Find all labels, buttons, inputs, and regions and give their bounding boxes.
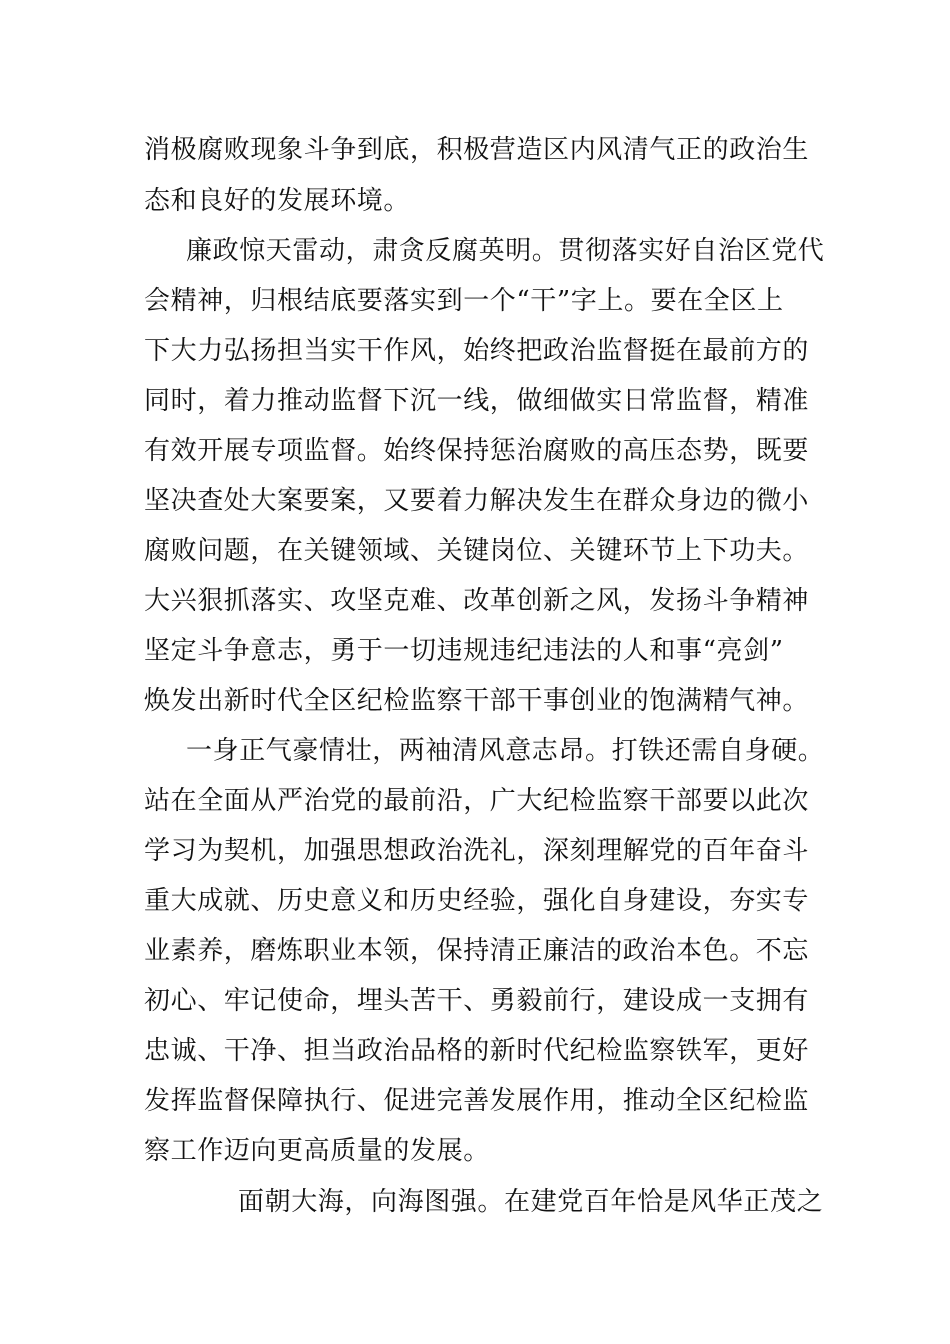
paragraph-2-line-3: 下大力弘扬担当实干作风，始终把政治监督挺在最前方的 xyxy=(144,336,810,366)
paragraph-2-line-1: 廉政惊天雷动，肃贪反腐英明。贯彻落实好自治区党代 xyxy=(186,236,825,266)
paragraph-3-line-2: 站在全面从严治党的最前沿，广大纪检监察干部要以此次 xyxy=(144,786,810,816)
paragraph-3-line-1: 一身正气豪情壮，两袖清风意志昂。打铁还需自身硬。 xyxy=(186,736,825,766)
paragraph-2-line-6: 坚决查处大案要案，又要着力解决发生在群众身边的微小 xyxy=(144,486,810,516)
paragraph-3-line-3: 学习为契机，加强思想政治洗礼，深刻理解党的百年奋斗 xyxy=(144,836,810,866)
paragraph-2-line-10: 焕发出新时代全区纪检监察干部干事创业的饱满精气神。 xyxy=(144,686,810,716)
paragraph-3-line-7: 忠诚、干净、担当政治品格的新时代纪检监察铁军，更好 xyxy=(144,1036,810,1066)
paragraph-1-line-2: 态和良好的发展环境。 xyxy=(144,186,411,216)
paragraph-3-line-6: 初心、牢记使命，埋头苦干、勇毅前行，建设成一支拥有 xyxy=(144,986,810,1016)
paragraph-3-line-8: 发挥监督保障执行、促进完善发展作用，推动全区纪检监 xyxy=(144,1086,810,1116)
paragraph-2-line-2: 会精神，归根结底要落实到一个“干”字上。要在全区上 xyxy=(144,286,784,316)
paragraph-2-line-7: 腐败问题，在关键领域、关键岗位、关键环节上下功夫。 xyxy=(144,536,810,566)
paragraph-1-line-1: 消极腐败现象斗争到底，积极营造区内风清气正的政治生 xyxy=(144,135,810,165)
paragraph-2-line-9: 坚定斗争意志，勇于一切违规违纪违法的人和事“亮剑” xyxy=(144,636,784,666)
paragraph-3-line-5: 业素养，磨炼职业本领，保持清正廉洁的政治本色。不忘 xyxy=(144,936,810,966)
paragraph-4-line-1: 面朝大海，向海图强。在建党百年恰是风华正茂之 xyxy=(238,1187,824,1217)
paragraph-3-line-9: 察工作迈向更高质量的发展。 xyxy=(144,1136,490,1166)
paragraph-3-line-4: 重大成就、历史意义和历史经验，强化自身建设，夯实专 xyxy=(144,886,810,916)
paragraph-2-line-5: 有效开展专项监督。始终保持惩治腐败的高压态势，既要 xyxy=(144,436,810,466)
paragraph-2-line-4: 同时，着力推动监督下沉一线，做细做实日常监督，精准 xyxy=(144,386,810,416)
paragraph-2-line-8: 大兴狠抓落实、攻坚克难、改革创新之风，发扬斗争精神 xyxy=(144,586,810,616)
